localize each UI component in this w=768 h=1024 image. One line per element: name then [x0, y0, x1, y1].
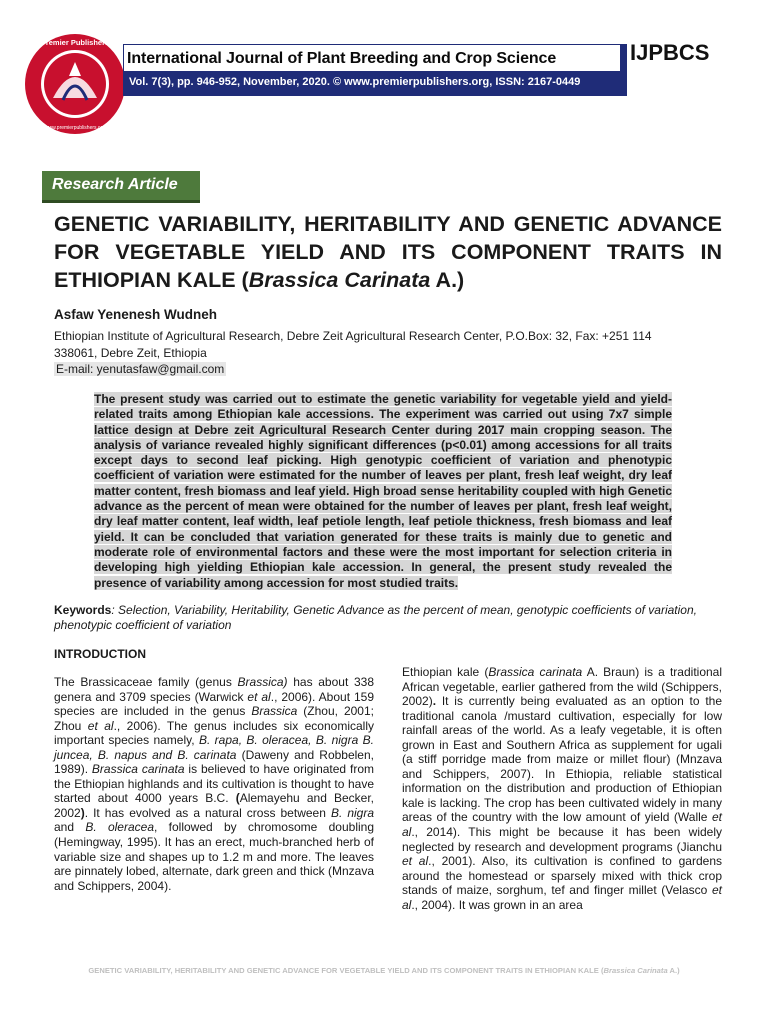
keywords	[54, 603, 726, 633]
article-type-label: Research Article	[52, 176, 178, 193]
article-title: GENETIC VARIABILITY, HERITABILITY AND GENETIC ADVANCE FOR VEGETABLE YIELD AND ITS COMPONENT TRAITS IN ETHIOPIAN KALE (Brassica Carinata A.)	[54, 212, 722, 292]
logo-text-top: Premier Publishers	[40, 38, 110, 47]
logo-text-bottom: www.premierpublishers.org	[44, 125, 106, 131]
author-name: Asfaw Yenenesh Wudneh	[54, 307, 218, 322]
title-species: Brassica Carinata	[248, 268, 431, 292]
publisher-logo	[23, 32, 127, 136]
abstract	[94, 392, 672, 591]
introduction-heading: INTRODUCTION	[54, 647, 146, 661]
journal-abbreviation: IJPBCS	[630, 40, 710, 65]
keywords-text: : Selection, Variability, Heritability, Genetic Advance as the percent of mean, genotypic coefficients of variation, phenotypic coefficient of variation	[54, 603, 697, 632]
intro-column-right: Ethiopian kale (Brassica carinata A. Braun) is a traditional African vegetable, earlier gathered from the wild (Schippers, 2002). It is currently being evaluated as an option to the traditional canola /mustard cultivation, especially for low rainfall areas of the world. As a leafy vegetable, it is often grown in East and Southern Africa as supplement for ugali (a stiff porridge made from maize or millet flour) (Mnzava and Schippers, 2007). In Ethiopia, reliable statistical information on the distribution and production of Ethiopian kale is lacking. The crop has been cultivated widely in many areas of the country with the low amount of yield (Walle et al., 2014). This might be because it has been widely neglected by research and development programs (Jianchu et al., 2001). Also, its cultivation is confined to gardens around the homestead or sparsely mixed with thick crop stands of maize, sorghum, tef and finger millet (Velasco et al., 2004). It was grown in an area	[402, 665, 723, 912]
journal-title: International Journal of Plant Breeding and Crop Science	[127, 50, 557, 67]
intro-column-left: The Brassicaceae family (genus Brassica) has about 338 genera and 3709 species (Warwick et al., 2006). About 159 species are included in the genus Brassica (Zhou, 2001; Zhou et al., 2006). The genus includes six economically important species namely, B. rapa, B. oleracea, B. nigra B. juncea, B. napus and B. carinata (Daweny and Robbelen, 1989). Brassica carinata is believed to have originated from the Ethiopian highlands and its cultivation is thought to have started about 4000 years B.C. (Alemayehu and Becker, 2002). It has evolved as a natural cross between B. nigra and B. oleracea, followed by chromosome doubling (Hemingway, 1995). It has an erect, much-branched herb of variable size and shapes up to 1.2 m and more. The leaves are pinnately lobed, alternate, dark green and thick (Mnzava and Schippers, 2004).	[54, 675, 375, 893]
journal-meta: Vol. 7(3), pp. 946-952, November, 2020. © www.premierpublishers.org, ISSN: 2167-0449	[129, 76, 581, 88]
keywords-label: Keywords	[54, 603, 112, 617]
running-footer: GENETIC VARIABILITY, HERITABILITY AND GENETIC ADVANCE FOR VEGETABLE YIELD AND ITS COMPONENT TRAITS IN ETHIOPIAN KALE (Brassica Carinata A.)	[88, 966, 680, 975]
author-affiliation: Ethiopian Institute of Agricultural Research, Debre Zeit Agricultural Research Center, P.O.Box: 32, Fax: +251 114 338061, Debre Zeit, Ethiopia	[54, 329, 652, 360]
author-email[interactable]: E-mail: yenutasfaw@gmail.com	[56, 362, 225, 376]
abstract-text: The present study was carried out to estimate the genetic variability for vegetable yield and yield-related traits among Ethiopian kale accessions. The experiment was carried out using 7x7 simple lattice design at Debre zeit Agricultural Research Center during 2017 main cropping season. The analysis of variance revealed highly significant differences (p<0.01) among accessions for all traits except days to second leaf picking. High genotypic coefficient of variation and phenotypic coefficient of variation were estimated for the number of leaves per plant, fresh leaf weight, dry leaf matter content, fresh biomass and leaf yield. High broad sense heritability coupled with high Genetic advance as the percent of mean were obtained for the number of leaves per plant, fresh leaf weight, dry leaf matter content, leaf width, leaf petiole length, leaf petiole thickness, fresh biomass and leaf yield. It can be concluded that variation generated for these traits is mainly due to genetic and moderate role of environmental factors and these were the most important for selection criteria in developing high yielding Ethiopian kale accession. In general, the present study revealed the presence of variability among accession for most studied traits.	[94, 392, 672, 590]
